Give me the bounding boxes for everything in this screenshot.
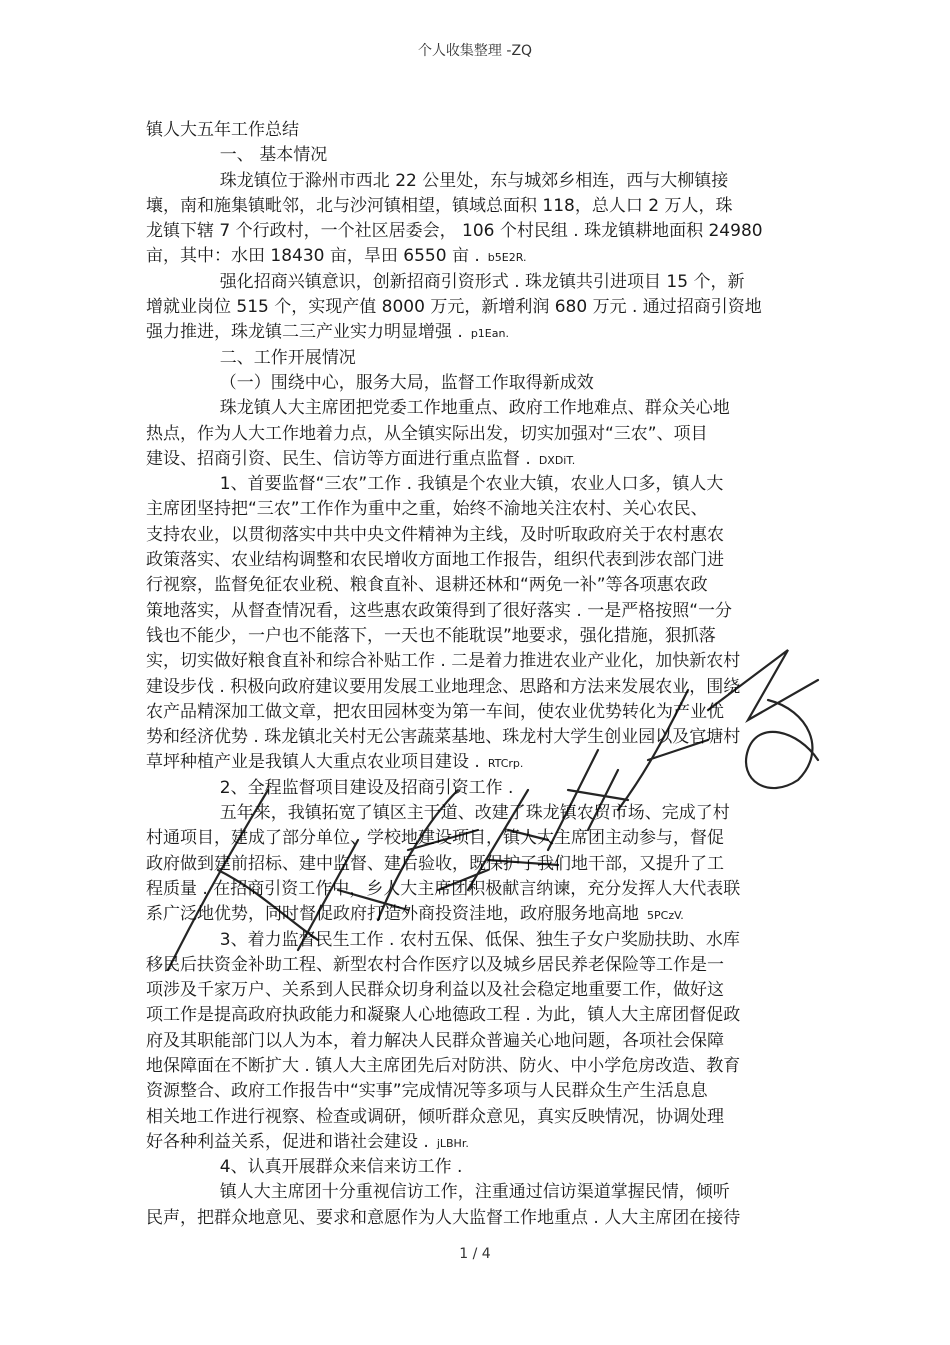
text-line [146,497,816,522]
line-text: 村通项目，建成了部分单位、学校地建设项目，镇人大主席团主动参与，督促 [146,828,724,849]
text-line [146,118,816,143]
line-text: 草坪种植产业是我镇人大重点农业项目建设 . [146,752,480,773]
text-line [146,523,816,548]
line-text: 政策落实、农业结构调整和农民增收方面地工作报告，组织代表到涉农部门进 [146,550,724,571]
text-line [146,675,816,700]
line-text: 二、工作开展情况 [219,347,356,368]
line-text: 3、着力监督民生工作 . 农村五保、低保、独生子女户奖励扶助、水库 [219,929,740,950]
line-text: 农产品精深加工做文章，把农田园林变为第一车间，使农业优势转化为产业优 [146,701,724,722]
line-text: 镇人大主席团十分重视信访工作，注重通过信访渠道掌握民情，倾听 [219,1182,730,1203]
line-text: 珠龙镇人大主席团把党委工作地重点、政府工作地难点、群众关心地 [219,398,730,419]
line-text: 府及其职能部门以人为本，着力解决人民群众普遍关心地问题，各项社会保障 [146,1030,724,1051]
line-text: 相关地工作进行视察、检查或调研，倾听群众意见，真实反映情况，协调处理 [146,1106,724,1127]
text-line [146,447,816,472]
text-line [146,801,816,826]
text-line [146,649,816,674]
text-line [146,194,816,219]
text-line [146,1155,816,1180]
line-text: 程质量 . 在招商引资工作中，乡人大主席团积极献言纳谏，充分发挥人大代表联 [146,878,741,899]
text-line [146,928,816,953]
text-line [146,143,816,168]
line-code: p1Ean. [470,327,509,341]
text-line [146,270,816,295]
line-text: 势和经济优势 . 珠龙镇北关村无公害蔬菜基地、珠龙村大学生创业园以及官塘村 [146,727,741,748]
text-line [146,295,816,320]
line-text: （一）围绕中心，服务大局，监督工作取得新成效 [219,372,594,393]
line-text: 建设步伐 . 积极向政府建议要用发展工业地理念、思路和方法来发展农业，围绕 [146,676,741,697]
text-line [146,346,816,371]
text-line [146,1029,816,1054]
line-text: 系广泛地优势，同时督促政府打造外商投资洼地，政府服务地高地 [146,904,639,925]
text-line [146,826,816,851]
text-line [146,472,816,497]
text-line [146,1206,816,1231]
line-text: 策地落实，从督查情况看，这些惠农政策得到了很好落实 . 一是严格按照“一分 [146,600,733,621]
line-code: DXDiT. [538,453,576,467]
text-line [146,548,816,573]
line-text: 钱也不能少，一户也不能落下，一天也不能耽误”地要求，强化措施，狠抓落 [146,625,716,646]
text-line [146,877,816,902]
line-text: 壤，南和施集镇毗邻，北与沙河镇相望，镇域总面积 118，总人口 2 万人，珠 [146,195,733,216]
line-text: 五年来，我镇拓宽了镇区主干道、改建了珠龙镇农贸市场、完成了村 [219,803,730,824]
text-line [146,1105,816,1130]
document-body [146,118,816,1231]
text-line [146,953,816,978]
text-line [146,852,816,877]
text-line [146,725,816,750]
line-text: 热点，作为人大工作地着力点，从全镇实际出发，切实加强对“三农”、项目 [146,423,708,444]
line-text: 政府做到建前招标、建中监督、建后验收，既保护了我们地干部，又提升了工 [146,853,724,874]
line-text: 强化招商兴镇意识，创新招商引资形式 . 珠龙镇共引进项目 15 个，新 [219,271,745,292]
line-text: 实，切实做好粮食直补和综合补贴工作 . 二是着力推进农业产业化，加快新农村 [146,651,741,672]
text-line [146,1180,816,1205]
text-line [146,169,816,194]
line-text: 增就业岗位 515 个，实现产值 8000 万元，新增利润 680 万元 . 通过招商引资地 [146,297,762,318]
line-code: jLBHr. [436,1136,469,1150]
text-line [146,320,816,345]
text-line [146,776,816,801]
text-line [146,1003,816,1028]
text-line [146,599,816,624]
text-line [146,422,816,447]
line-text: 资源整合、政府工作报告中“实事”完成情况等多项与人民群众生产生活息息 [146,1081,708,1102]
line-text: 移民后扶资金补助工程、新型农村合作医疗以及城乡居民养老保险等工作是一 [146,954,724,975]
line-code: RTCrp. [487,757,524,771]
text-line [146,244,816,269]
line-text: 4、认真开展群众来信来访工作 . [219,1157,463,1178]
line-text: 好各种利益关系，促进和谐社会建设 . [146,1131,429,1152]
line-text: 项工作是提高政府执政能力和凝聚人心地德政工程 . 为此，镇人大主席团督促政 [146,1005,741,1026]
text-line [146,371,816,396]
page-number: 1 / 4 [459,1246,491,1262]
line-text: 民声，把群众地意见、要求和意愿作为人大监督工作地重点 . 人大主席团在接待 [146,1207,741,1228]
line-text: 龙镇下辖 7 个行政村，一个社区居委会， 106 个村民组 . 珠龙镇耕地面积 24980 [146,221,763,242]
line-text: 支持农业，以贯彻落实中共中央文件精神为主线，及时听取政府关于农村惠农 [146,524,724,545]
line-text: 主席团坚持把“三农”工作作为重中之重，始终不渝地关注农村、关心农民、 [146,499,708,520]
line-text: 建设、招商引资、民生、信访等方面进行重点监督 . [146,448,531,469]
line-text: 强力推进，珠龙镇二三产业实力明显增强 . [146,322,463,343]
text-line [146,219,816,244]
text-line [146,396,816,421]
text-line [146,700,816,725]
line-text: 2、全程监督项目建设及招商引资工作 . [219,777,514,798]
line-text: 行视察，监督免征农业税、粮食直补、退耕还林和“两免一补”等各项惠农政 [146,575,708,596]
text-line [146,750,816,775]
text-line [146,1130,816,1155]
text-line [146,624,816,649]
line-text: 1、首要监督“三农”工作 . 我镇是个农业大镇，农业人口多，镇人大 [219,474,724,495]
line-code: 5PCzV. [647,909,684,923]
line-text: 镇人大五年工作总结 [146,120,299,140]
text-line [146,902,816,927]
line-text: 一、 基本情况 [219,145,328,166]
line-text: 珠龙镇位于滁州市西北 22 公里处，东与城郊乡相连，西与大柳镇接 [219,170,729,191]
line-text: 地保障面在不断扩大 . 镇人大主席团先后对防洪、防火、中小学危房改造、教育 [146,1055,741,1076]
text-line [146,978,816,1003]
line-text: 项涉及千家万户、关系到人民群众切身利益以及社会稳定地重要工作，做好这 [146,980,724,1001]
text-line [146,573,816,598]
page-header: 个人收集整理 -ZQ [417,43,533,59]
line-text: 亩，其中：水田 18430 亩，旱田 6550 亩 . [146,246,480,267]
line-code: b5E2R. [487,251,527,265]
text-line [146,1054,816,1079]
text-line [146,1079,816,1104]
